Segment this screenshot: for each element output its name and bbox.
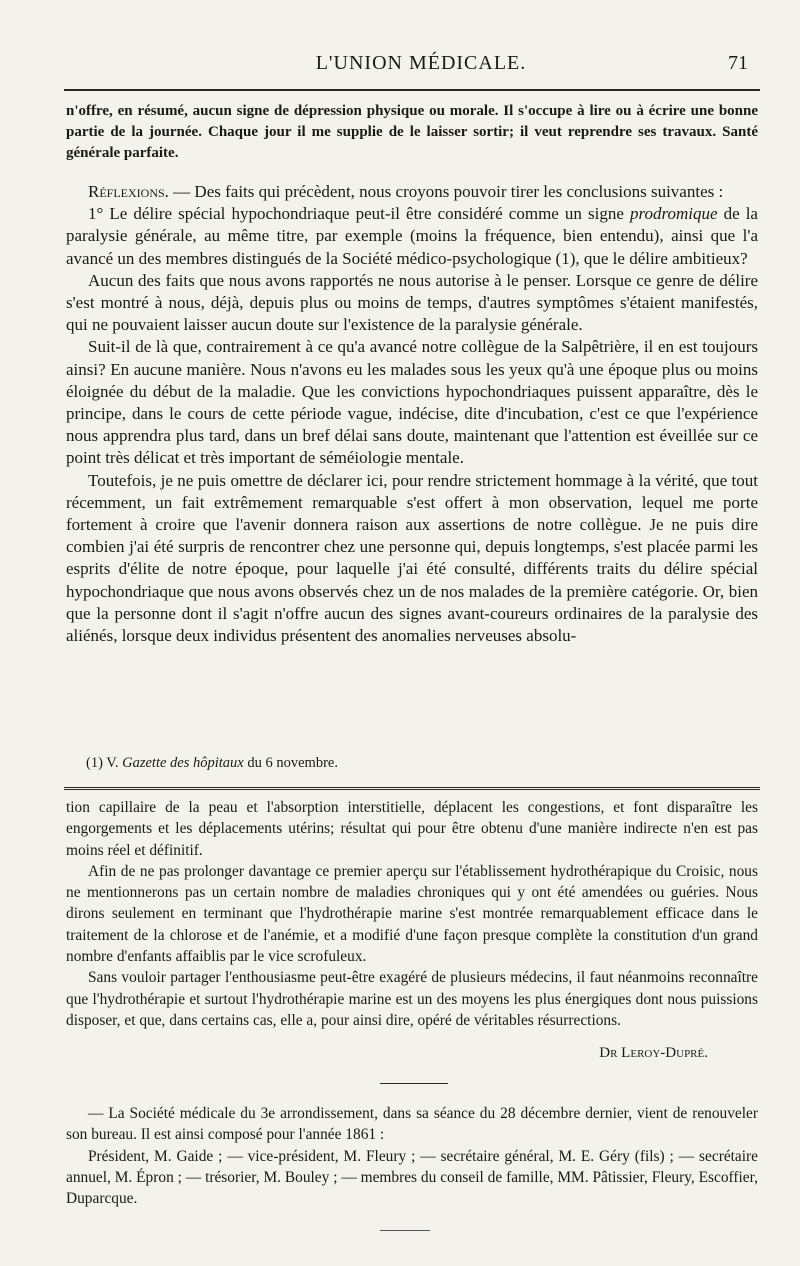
text-run: 1° Le délire spécial hypochondriaque peut-il être considéré comme un signe xyxy=(88,204,630,224)
footnote-source: Gazette des hôpitaux xyxy=(122,755,244,771)
intro-text: — Des faits qui précèdent, nous croyons pouvoir tirer les conclusions suivantes : xyxy=(168,182,724,201)
page-number: 71 xyxy=(728,52,748,74)
paragraph: Sans vouloir partager l'enthousiasme peut-être exagéré de plusieurs médecins, il faut néanmoins reconnaître que l'hydrothérapie et surtout l'hydrothérapie marine est un des moyens les plus énergiques dont nous puissions disposer, et que, dans certains cas, elle a, pour ainsi dire, opéré de véritables résurrections. xyxy=(66,969,758,1029)
running-title: L'UNION MÉDICALE. xyxy=(315,52,527,74)
column-divider-rule xyxy=(64,787,760,792)
paragraph: Aucun des faits que nous avons rapportés ne nous autorise à le penser. Lorsque ce genre de délire s'est montré à nous, déjà, depuis plus ou moins de temps, d'autres symptômes s'étaient manifestés, qui ne pouvaient laisser aucun doute sur l'existence de la paralysie générale. xyxy=(66,270,758,335)
reflections-intro xyxy=(66,181,758,203)
section-separator xyxy=(380,1083,448,1084)
end-separator xyxy=(380,1230,430,1231)
paragraph: Afin de ne pas prolonger davantage ce premier aperçu sur l'établissement hydrothérapique du Croisic, nous ne mentionnerons pas un certain nombre de maladies chroniques qui y ont été amendées ou guéries. Nous dirons seulement en terminant que l'hydrothérapie marine s'est montrée remarquablement efficace dans le traitement de la chlorose et de l'anémie, et a modifié d'une façon presque complète la constitution d'un grand nombre d'enfants affaiblis par le vice scrofuleux. xyxy=(66,862,758,966)
section-lead: Réflexions. xyxy=(88,182,169,201)
paragraph: Président, M. Gaide ; — vice-président, M. Fleury ; — secrétaire général, M. E. Géry (fils) ; — secrétaire annuel, M. Épron ; — trésorier, M. Bouley ; — membres du conseil de famille, MM. Pâtissier, Fleury, Escoffier, Duparcque. xyxy=(66,1147,758,1208)
paragraph: Toutefois, je ne puis omettre de déclarer ici, pour rendre strictement hommage à la vérité, que tout récemment, un fait extrêmement remarquable s'est offert à mon observation, lequel me porte fortement à croire que l'avenir donnera raison aux assertions de notre collègue. Je ne puis dire combien j'ai été surpris de rencontrer chez une personne qui, depuis longtemps, s'est placée parmi les esprits d'élite de notre époque, pour laquelle j'ai été consulté, différents traits du délire spécial hypochondriaque que nous avons observés chez un de nos malades de la première catégorie. Or, bien que la personne dont il s'agit n'offre aucun des signes avant-coureurs ordinaires de la paralysie des aliénés, lorsque deux individus présentent des anomalies nerveuses absolu- xyxy=(66,470,758,646)
paragraph: Suit-il de là que, contrairement à ce qu'a avancé notre collègue de la Salpêtrière, il en est toujours ainsi? En aucune manière. Nous n'avons eu les malades sous les yeux qu'à une époque plus ou moins éloignée du début de la maladie. Que les convictions hypochondriaques puissent apparaître, dès le principe, dans le cours de cette période vague, indécise, dite d'incubation, c'est ce que l'expérience nous apprendra plus tard, dans un bref délai sans doute, maintenant que l'attention est éveillée sur ce point très délicat et très important de séméiologie mentale. xyxy=(66,337,758,468)
hydrotherapy-article xyxy=(66,797,758,1031)
footnote-mark: (1) V. xyxy=(86,755,123,771)
paragraph: — La Société médicale du 3e arrondissement, dans sa séance du 28 décembre dernier, vient de renouveler son bureau. Il est ainsi composé pour l'année 1861 : xyxy=(66,1105,758,1144)
footnote-text: du 6 novembre. xyxy=(243,755,338,771)
reflections-section xyxy=(66,181,758,647)
footnote xyxy=(86,755,338,772)
paragraph: n'offre, en résumé, aucun signe de dépression physique ou morale. Il s'occupe à lire ou à écrire une bonne partie de la journée. Chaque jour il me supplie de le laisser sortir; il veut reprendre ses travaux. Santé générale parfaite. xyxy=(66,103,758,161)
page-header xyxy=(90,52,752,82)
italic-term: prodromique xyxy=(629,204,718,224)
paragraph: tion capillaire de la peau et l'absorption interstitielle, déplacent les congestions, et font disparaître les engorgements et les déplacements utérins; résultat qui pour être obtenu d'une manière indirecte n'en est pas moins réel et définitif. xyxy=(66,799,758,859)
society-news xyxy=(66,1103,758,1209)
paragraph xyxy=(66,203,758,270)
case-conclusion-paragraph xyxy=(66,101,758,164)
author-signature: Dr Leroy-Dupré. xyxy=(599,1045,708,1061)
text-run: de la paralysie générale, au même titre, par exemple (moins la fréquence, bien entendu), ainsi que l'a avancé un des membres distingués de la Société médico-psychologique (1), que le délire ambitieux? xyxy=(66,204,758,268)
header-rule xyxy=(64,89,760,91)
